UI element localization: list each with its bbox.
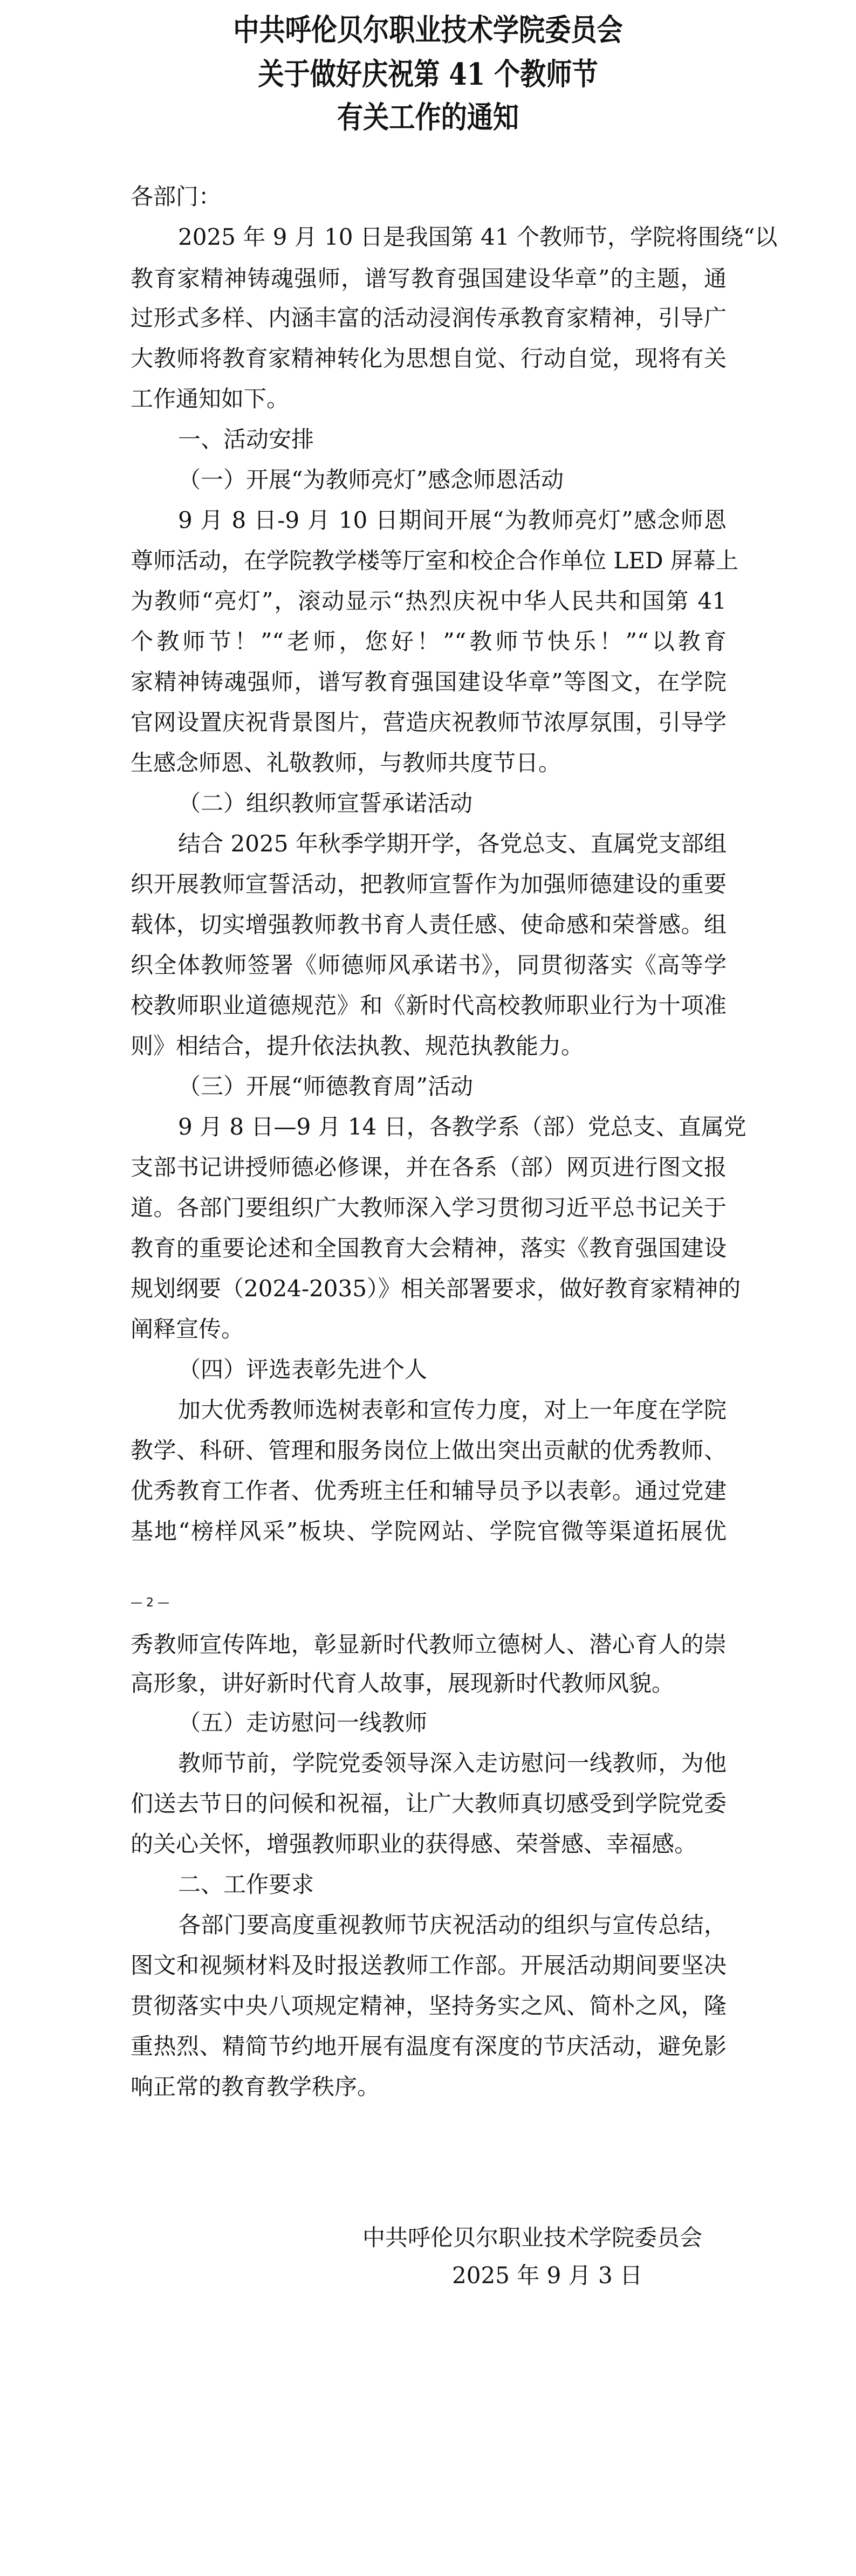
paragraph-line: 规划纲要（2024-2035）》相关部署要求，做好教育家精神的 [131,1275,741,1302]
paragraph-line: 则》相结合，提升依法执教、规范执教能力。 [131,1033,584,1059]
paragraph-line: 官网设置庆祝背景图片，营造庆祝教师节浓厚氛围，引导学 [131,709,727,736]
signature-organization: 中共呼伦贝尔职业技术学院委员会 [362,2224,703,2251]
subsection-heading-5: （五）走访慰问一线教师 [178,1709,428,1736]
paragraph-line: 响正常的教育教学秩序。 [131,2073,380,2100]
paragraph-line: 教育的重要论述和全国教育大会精神，落实《教育强国建设 [131,1235,727,1261]
intro-line: 2025 年 9 月 10 日是我国第 41 个教师节，学院将围绕“以 [178,224,778,250]
paragraph-line: 重热烈、精简节约地开展有温度有深度的节庆活动，避免影 [131,2033,727,2059]
paragraph-line: 9 月 8 日—9 月 14 日，各教学系（部）党总支、直属党 [178,1114,747,1140]
paragraph-line: 支部书记讲授师德必修课，并在各系（部）网页进行图文报 [131,1154,727,1180]
paragraph-line: 结合 2025 年秋季学期开学，各党总支、直属党支部组 [178,830,727,857]
paragraph-line: 家精神铸魂强师，谱写教育强国建设华章”等图文，在学院 [131,669,727,695]
document-title-line-2: 关于做好庆祝第 41 个教师节 [258,57,598,92]
page-number: — 2 — [131,1596,169,1610]
intro-line: 大教师将教育家精神转化为思想自觉、行动自觉，现将有关 [131,345,727,372]
subsection-heading-1: （一）开展“为教师亮灯”感念师恩活动 [178,466,564,493]
intro-line: 过形式多样、内涵丰富的活动浸润传承教育家精神，引导广 [131,305,727,331]
section-heading-requirements: 二、工作要求 [178,1871,314,1898]
paragraph-line: 尊师活动，在学院教学楼等厅室和校企合作单位 LED 屏幕上 [131,547,738,574]
intro-line: 工作通知如下。 [131,386,290,412]
paragraph-line: 个教师节！”“老师，您好！”“教师节快乐！”“以教育 [131,628,727,655]
paragraph-line: 优秀教育工作者、优秀班主任和辅导员予以表彰。通过党建 [131,1478,727,1504]
intro-line: 教育家精神铸魂强师，谱写教育强国建设华章”的主题，通 [131,265,727,292]
paragraph-line: 贯彻落实中央八项规定精神，坚持务实之风、简朴之风，隆 [131,1993,727,2019]
subsection-heading-4: （四）评选表彰先进个人 [178,1356,428,1383]
paragraph-line: 们送去节日的问候和祝福，让广大教师真切感受到学院党委 [131,1790,727,1817]
paragraph-line: 阐释宣传。 [131,1316,244,1342]
paragraph-line: 织开展教师宣誓活动，把教师宣誓作为加强师德建设的重要 [131,871,727,897]
paragraph-line: 教学、科研、管理和服务岗位上做出突出贡献的优秀教师、 [131,1437,727,1464]
subsection-heading-3: （三）开展“师德教育周”活动 [178,1073,473,1100]
section-heading-activities: 一、活动安排 [178,426,314,452]
paragraph-line: 基地“榜样风采”板块、学院网站、学院官微等渠道拓展优 [131,1518,727,1544]
subsection-heading-2: （二）组织教师宣誓承诺活动 [178,790,473,816]
paragraph-line: 织全体教师签署《师德师风承诺书》，同贯彻落实《高等学 [131,952,727,978]
paragraph-line: 9 月 8 日-9 月 10 日期间开展“为教师亮灯”感念师恩 [178,507,727,533]
paragraph-line: 高形象，讲好新时代育人故事，展现新时代教师风貌。 [131,1670,675,1696]
paragraph-line: 图文和视频材料及时报送教师工作部。开展活动期间要坚决 [131,1952,727,1979]
salutation: 各部门： [131,183,222,210]
paragraph-line: 生感念师恩、礼敬教师，与教师共度节日。 [131,750,561,776]
paragraph-line: 教师节前，学院党委领导深入走访慰问一线教师，为他 [178,1750,727,1776]
document-title-line-3: 有关工作的通知 [337,100,519,135]
paragraph-line: 的关心关怀，增强教师职业的获得感、荣誉感、幸福感。 [131,1831,697,1857]
paragraph-line: 秀教师宣传阵地，彰显新时代教师立德树人、潜心育人的崇 [131,1631,727,1658]
document-title-line-1: 中共呼伦贝尔职业技术学院委员会 [233,12,623,48]
paragraph-line: 校教师职业道德规范》和《新时代高校教师职业行为十项准 [131,992,727,1019]
paragraph-line: 加大优秀教师选树表彰和宣传力度，对上一年度在学院 [178,1397,727,1423]
paragraph-line: 载体，切实增强教师教书育人责任感、使命感和荣誉感。组 [131,911,727,938]
paragraph-line: 为教师“亮灯”，滚动显示“热烈庆祝中华人民共和国第 41 [131,588,727,614]
paragraph-line: 道。各部门要组织广大教师深入学习贯彻习近平总书记关于 [131,1194,727,1221]
paragraph-line: 各部门要高度重视教师节庆祝活动的组织与宣传总结， [178,1912,727,1938]
signature-date: 2025 年 9 月 3 日 [452,2262,643,2289]
